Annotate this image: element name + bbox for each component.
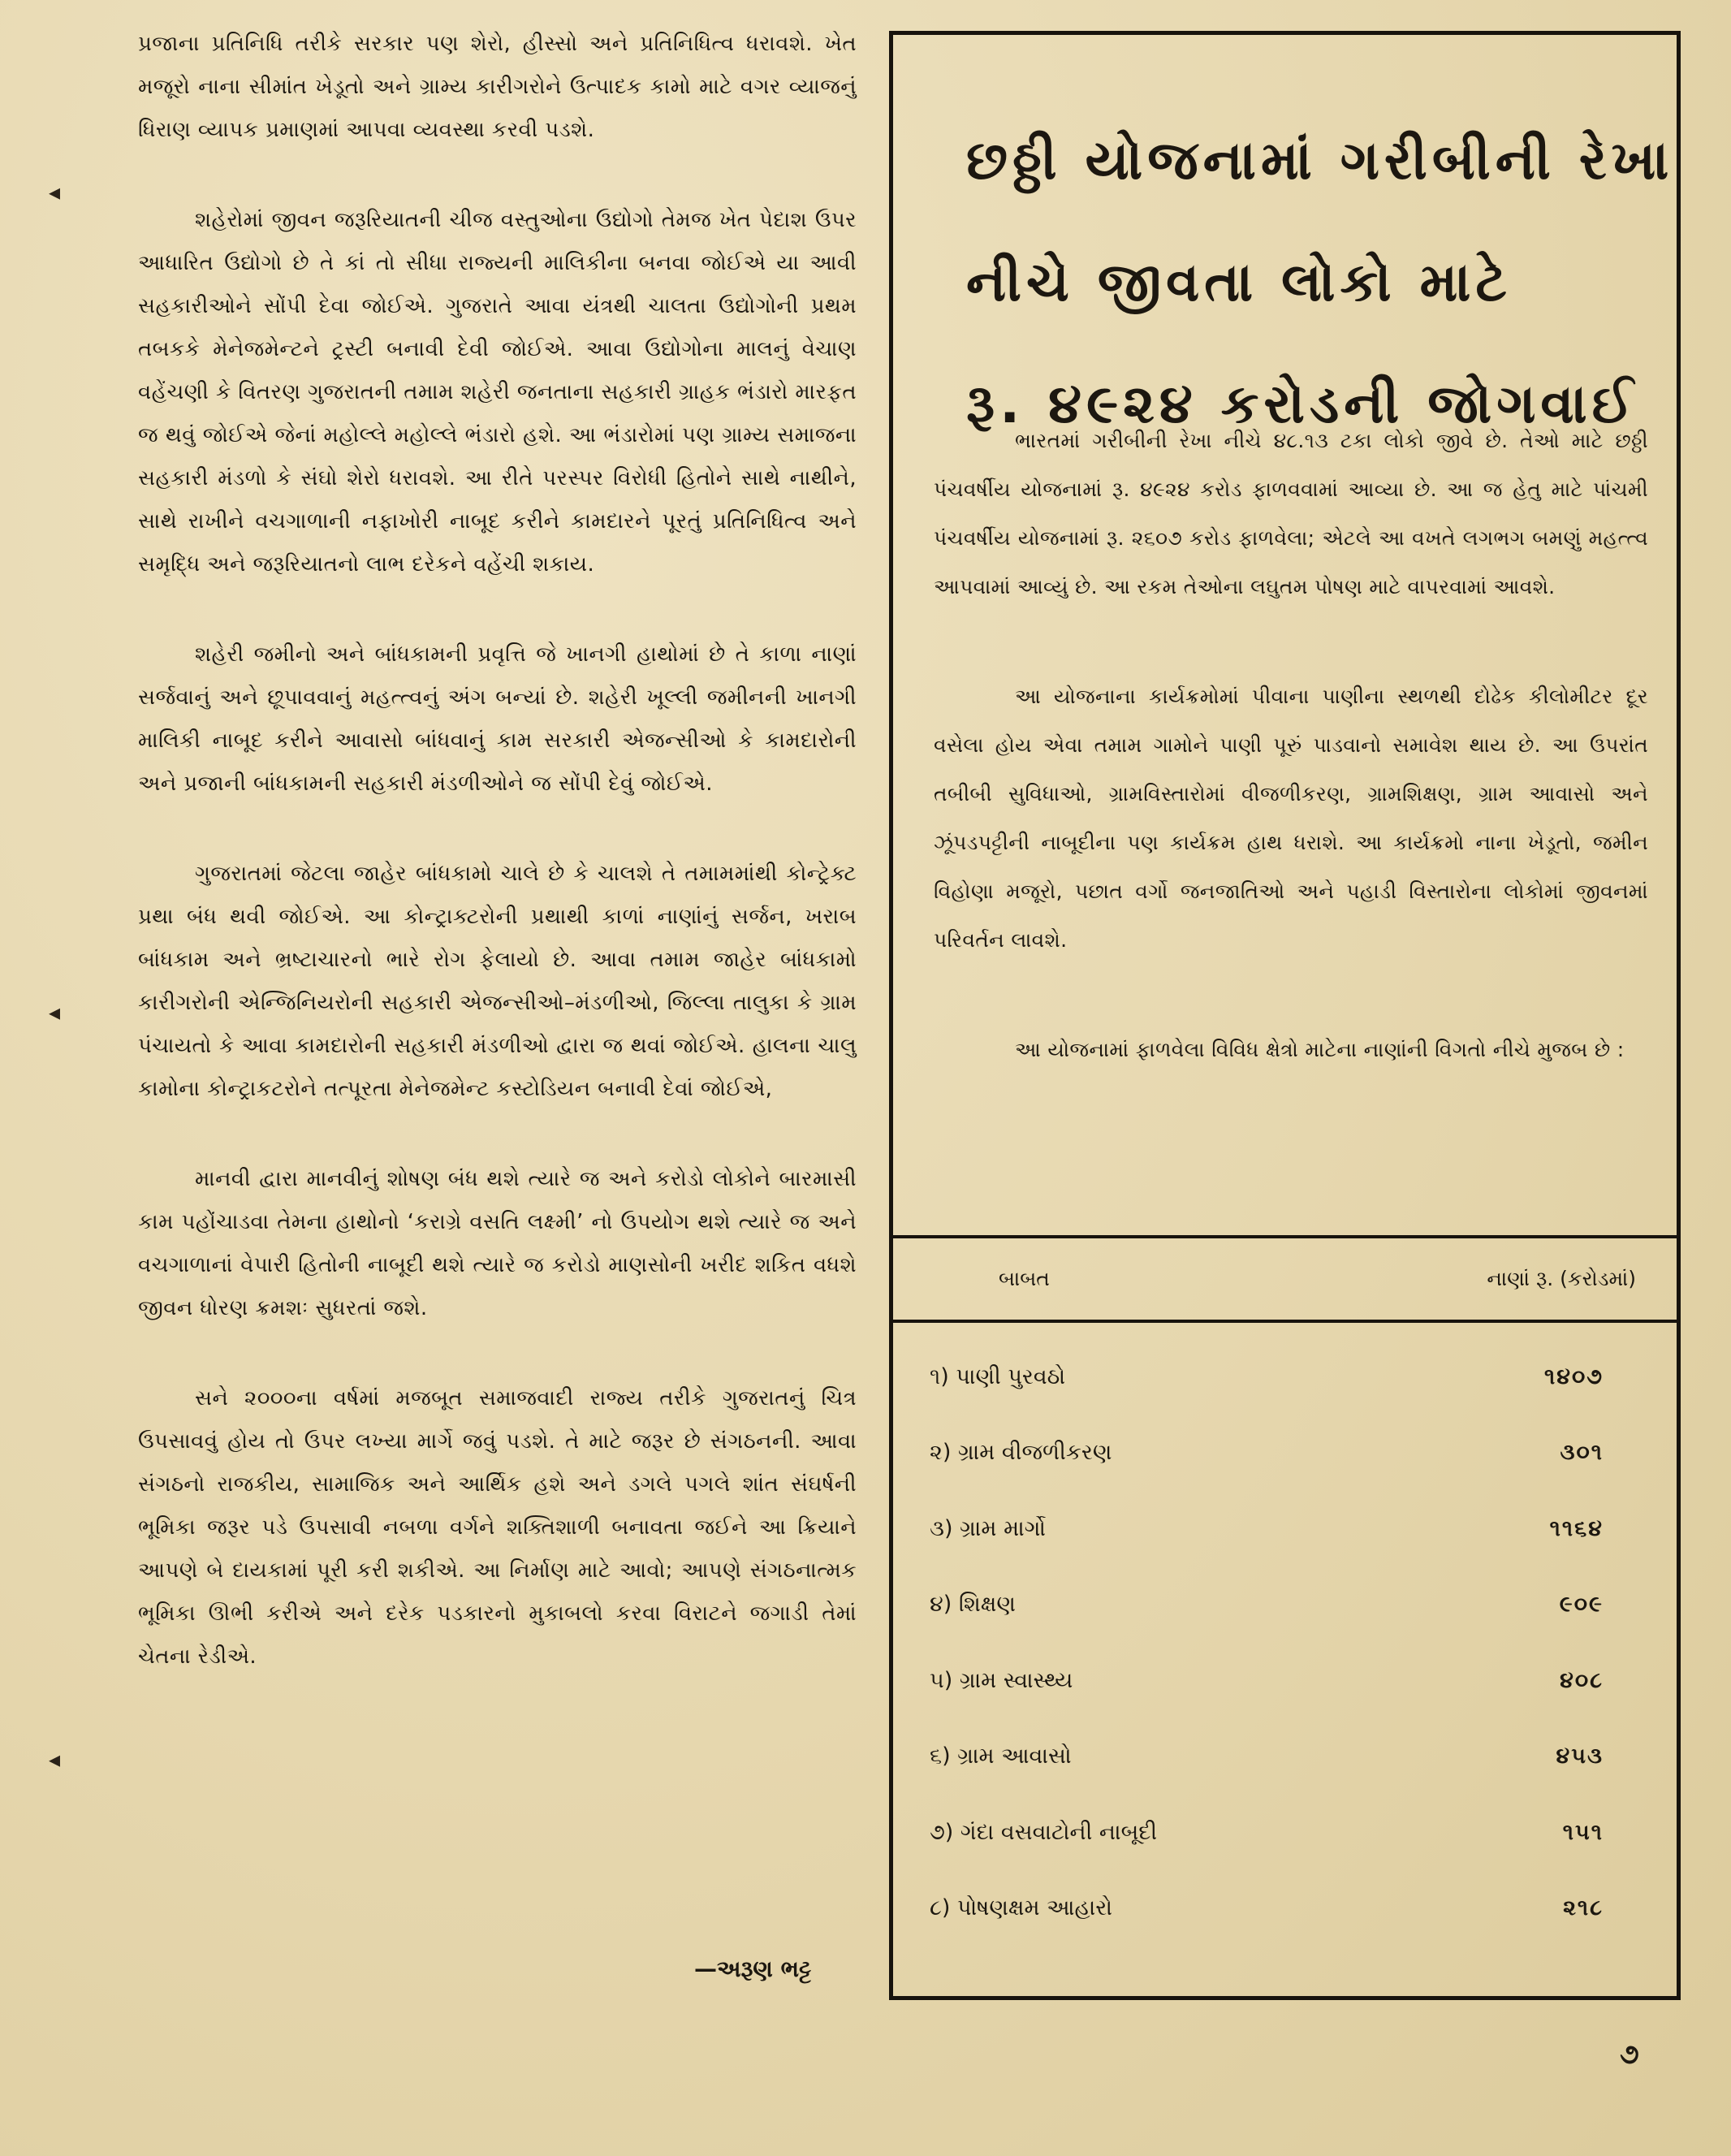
table-header-amount: નાણાં રૂ. (કરોડમાં) bbox=[1487, 1267, 1636, 1290]
left-paragraph-3: શહેરી જમીનો અને બાંધકામની પ્રવૃત્તિ જે ખાનગી હાથોમાં છે તે કાળા નાણાં સર્જવાનું અને છૂપાવવાનું મહત્ત્વનું અંગ બન્યાં છે. શહેરી ખૂલ્લી જમીનની ખાનગી માલિકી નાબૂદ કરીને આવાસો બાંધવાનું કામ સરકારી એજન્સીઓ કે કામદારોની અને પ્રજાની બાંધકામની સહકારી મંડળીઓને જ સોંપી દેવું જોઈએ. bbox=[138, 642, 857, 796]
box-paragraph-2: આ યોજનાના કાર્યક્રમોમાં પીવાના પાણીના સ્થળથી દોઢેક કીલોમીટર દૂર વસેલા હોય એવા તમામ ગામોને પાણી પૂરું પાડવાનો સમાવેશ થાય છે. આ ઉપરાંત તબીબી સુવિધાઓ, ગ્રામવિસ્તારોમાં વીજળીકરણ, ગ્રામશિક્ષણ, ગ્રામ આવાસો અને ઝૂંપડપટ્ટીની નાબૂદીના પણ કાર્યક્રમ હાથ ધરાશે. આ કાર્યક્રમો નાના ખેડૂતો, જમીન વિહોણા મજૂરો, પછાત વર્ગો જનજાતિઓ અને પહાડી વિસ્તારોના લોકોમાં જીવનમાં પરિવર્તન લાવશે. bbox=[934, 685, 1648, 952]
row-item: ૧) પાણી પુરવઠો bbox=[930, 1363, 1066, 1389]
allocation-box bbox=[889, 31, 1681, 2000]
row-amount: ૧૧૬૪ bbox=[1549, 1515, 1604, 1541]
punch-mark-icon: ◂ bbox=[49, 999, 61, 1026]
row-amount: ૯૦૯ bbox=[1559, 1592, 1604, 1618]
row-item: ૩) ગ્રામ માર્ગો bbox=[930, 1515, 1046, 1541]
row-item: ૪) શિક્ષણ bbox=[930, 1592, 1016, 1618]
box-headline bbox=[966, 100, 1674, 465]
left-column bbox=[138, 23, 857, 1726]
table-row bbox=[893, 1491, 1677, 1567]
row-item: ૮) પોષણક્ષમ આહારો bbox=[930, 1895, 1112, 1921]
left-paragraph-2: શહેરોમાં જીવન જરૂરિયાતની ચીજ વસ્તુઓના ઉદ્યોગો તેમજ ખેત પેદાશ ઉપર આધારિત ઉદ્યોગો છે તે કાં તો સીધા રાજ્યની માલિકીના બનવા જોઈએ યા આવી સહકારીઓને સોંપી દેવા જોઈએ. ગુજરાતે આવા યંત્રથી ચાલતા ઉદ્યોગોની પ્રથમ તબકકે મેનેજમેન્ટને ટ્રસ્ટી બનાવી દેવી જોઈએ. આવા ઉદ્યોગોના માલનું વેચાણ વહેંચણી કે વિતરણ ગુજરાતની તમામ શહેરી જનતાના સહકારી ગ્રાહક ભંડારો મારફત જ થવું જોઈએ જેનાં મહોલ્લે મહોલ્લે ભંડારો હશે. આ ભંડારોમાં પણ ગ્રામ્ય સમાજના સહકારી મંડળો કે સંઘો શેરો ધરાવશે. આ રીતે પરસ્પર વિરોધી હિતોને સાથે નાથીને, સાથે રાખીને વચગાળાની નફાખોરી નાબૂદ કરીને કામદારને પૂરતું પ્રતિનિધિત્વ અને સમૃદ્ધિ અને જરૂરિયાતનો લાભ દરેકને વહેંચી શકાય. bbox=[138, 208, 857, 577]
box-body bbox=[934, 417, 1648, 1135]
row-amount: ૪૦૮ bbox=[1560, 1667, 1604, 1693]
table-row bbox=[893, 1567, 1677, 1644]
table-row bbox=[893, 1795, 1677, 1871]
left-paragraph-5: માનવી દ્વારા માનવીનું શોષણ બંધ થશે ત્યારે જ અને કરોડો લોકોને બારમાસી કામ પહોંચાડવા તેમના હાથોનો ‘કરાગ્રે વસતિ લક્ષ્મી’ નો ઉપયોગ થશે ત્યારે જ અને વચગાળાનાં વેપારી હિતોની નાબૂદી થશે ત્યારે જ કરોડો માણસોની ખરીદ શકિત વધશે જીવન ધોરણ ક્રમશઃ સુધરતાં જશે. bbox=[138, 1167, 857, 1320]
table-row bbox=[893, 1339, 1677, 1415]
row-amount: ૨૧૮ bbox=[1563, 1895, 1604, 1921]
table-header bbox=[893, 1238, 1677, 1323]
left-paragraph-4: ગુજરાતમાં જેટલા જાહેર બાંધકામો ચાલે છે કે ચાલશે તે તમામમાંથી કોન્ટ્રેક્ટ પ્રથા બંધ થવી જોઈએ. આ કોન્ટ્રાક્ટરોની પ્રથાથી કાળાં નાણાંનું સર્જન, ખરાબ બાંધકામ અને ભ્રષ્ટાચારનો ભારે રોગ ફેલાયો છે. આવા તમામ જાહેર બાંધકામો કારીગરોની એન્જિનિયરોની સહકારી એજન્સીઓ–મંડળીઓ, જિલ્લા તાલુકા કે ગ્રામ પંચાયતો કે આવા કામદારોની સહકારી મંડળીઓ દ્વારા જ થવાં જોઈએ. હાલના ચાલુ કામોના કોન્ટ્રાકટરોને તત્પૂરતા મેનેજમેન્ટ કસ્ટોડિયન બનાવી દેવાં જોઈએ, bbox=[138, 862, 857, 1101]
row-amount: ૧૫૧ bbox=[1562, 1819, 1604, 1845]
row-amount: ૪૫૩ bbox=[1556, 1743, 1604, 1769]
row-amount: ૩૦૧ bbox=[1560, 1440, 1604, 1466]
box-paragraph-3: આ યોજનામાં ફાળવેલા વિવિધ ક્ષેત્રો માટેના નાણાંની વિગતો નીચે મુજબ છે : bbox=[1015, 1038, 1625, 1061]
table-row bbox=[893, 1719, 1677, 1795]
left-paragraph-1: પ્રજાના પ્રતિનિધિ તરીકે સરકાર પણ શેરો, હીસ્સો અને પ્રતિનિધિત્વ ધરાવશે. ખેત મજૂરો નાના સીમાંત ખેડૂતો અને ગ્રામ્ય કારીગરોને ઉત્પાદક કામો માટે વગર વ્યાજનું ધિરાણ વ્યાપક પ્રમાણમાં આપવા વ્યવસ્થા કરવી પડશે. bbox=[138, 32, 857, 142]
table-row bbox=[893, 1643, 1677, 1719]
headline-line-2: નીચે જીવતા લોકો માટે bbox=[966, 251, 1512, 313]
row-item: ૬) ગ્રામ આવાસો bbox=[930, 1743, 1072, 1769]
row-item: ૭) ગંદા વસવાટોની નાબૂદી bbox=[930, 1819, 1158, 1845]
row-item: ૨) ગ્રામ વીજળીકરણ bbox=[930, 1440, 1112, 1466]
table-row bbox=[893, 1415, 1677, 1492]
punch-mark-icon: ◂ bbox=[49, 1746, 61, 1773]
page-number: ૭ bbox=[1620, 2038, 1639, 2071]
row-amount: ૧૪૦૭ bbox=[1544, 1363, 1604, 1389]
author-signature: —અરૂણ ભટ્ટ bbox=[694, 1955, 812, 1982]
table-body bbox=[893, 1323, 1677, 1946]
left-paragraph-6: સને ૨૦૦૦ના વર્ષમાં મજબૂત સમાજવાદી રાજ્ય તરીકે ગુજરાતનું ચિત્ર ઉપસાવવું હોય તો ઉપર લખ્યા માર્ગે જવું પડશે. તે માટે જરૂર છે સંગઠનની. આવા સંગઠનો રાજકીય, સામાજિક અને આર્થિક હશે અને ડગલે પગલે શાંત સંઘર્ષની ભૂમિકા જરૂર પડે ઉપસાવી નબળા વર્ગને શક્તિશાળી બનાવતા જઈને આ ક્રિયાને આપણે બે દાયકામાં પૂરી કરી શકીએ. આ નિર્માણ માટે આવો; આપણે સંગઠનાત્મક ભૂમિકા ઊભી કરીએ અને દરેક પડકારનો મુકાબલો કરવા વિરાટને જગાડી તેમાં ચેતના રેડીએ. bbox=[138, 1386, 857, 1669]
row-item: ૫) ગ્રામ સ્વાસ્થ્ય bbox=[930, 1667, 1073, 1693]
table-header-item: બાબત bbox=[999, 1267, 1050, 1290]
allocation-table bbox=[893, 1235, 1677, 1946]
headline-line-3: રૂ. ૪૯૨૪ કરોડની જોગવાઈ bbox=[966, 373, 1638, 435]
headline-line-1: છઠ્ઠી યોજનામાં ગરીબીની રેખા bbox=[966, 129, 1674, 192]
punch-mark-icon: ◂ bbox=[49, 179, 61, 205]
table-row bbox=[893, 1871, 1677, 1947]
box-paragraph-1: ભારતમાં ગરીબીની રેખા નીચે ૪૮.૧૩ ટકા લોકો જીવે છે. તેઓ માટે છઠ્ઠી પંચવર્ષીય યોજનામાં રૂ. ૪૯૨૪ કરોડ ફાળવવામાં આવ્યા છે. આ જ હેતુ માટે પાંચમી પંચવર્ષીય યોજનામાં રૂ. ૨૬૦૭ કરોડ ફાળવેલા; એટલે આ વખતે લગભગ બમણું મહત્ત્વ આપવામાં આવ્યું છે. આ રકમ તેઓના લઘુતમ પોષણ માટે વાપરવામાં આવશે. bbox=[934, 429, 1648, 598]
